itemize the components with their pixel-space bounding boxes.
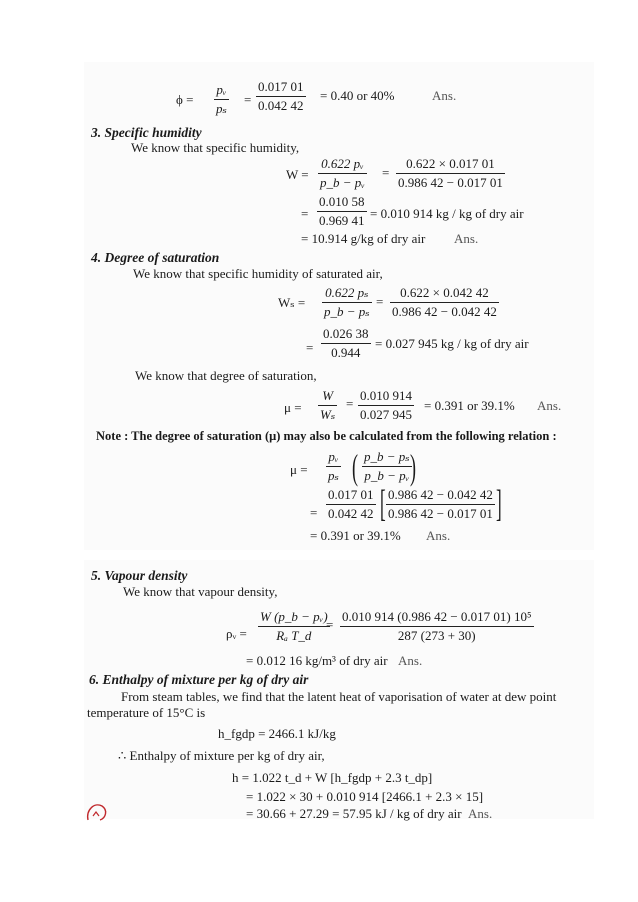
s5-frac-2: $\frac{\text{0.010 914 (0.986 42 − 0.017 01) 10⁵}}{287 (273 + 30)}$ [342, 609, 532, 643]
note-text: Note : The degree of saturation (μ) may also be calculated from the following relation : [96, 429, 557, 443]
note-ans: Ans. [426, 528, 451, 543]
s6-heading: 6. Enthalpy of mixture per kg of dry air [89, 672, 309, 687]
red-pen-mark [84, 798, 110, 822]
s4-frac-1: $\frac{\text{0.622 pₛ}}{\text{p\_b − pₛ}}$ [324, 285, 370, 319]
s3-lhs: W = [286, 167, 309, 182]
s6-intro-a: From steam tables, we find that the latent heat of vaporisation of water at dew point [121, 689, 557, 704]
s6-therefore: ∴ Enthalpy of mixture per kg of dry air, [118, 748, 325, 763]
s6-ans: Ans. [468, 806, 493, 821]
section-divider [84, 550, 594, 560]
s6-hfg: h_fgdp = 2466.1 kJ/kg [218, 726, 336, 741]
note-frac-2: $\frac{\text{p\_b − pₛ}}{\text{p\_b − pᵥ}}$ [364, 449, 410, 483]
s4-mu-result: = 0.391 or 39.1% [424, 398, 515, 413]
note-final: = 0.391 or 39.1% [310, 528, 401, 543]
s3-frac-1: $\frac{\text{0.622 pᵥ}}{\text{p\_b − pᵥ}}$ [320, 156, 365, 190]
note-frac-3: $\frac{0.017 01}{0.042 42}$ [328, 487, 374, 521]
s4-frac-2: $\frac{0.622 \times 0.042 42}{0.986 42 - 0.042 42}$ [392, 285, 497, 319]
s3-ans: Ans. [454, 231, 479, 246]
s6-line3: = 30.66 + 27.29 = 57.95 kJ / kg of dry air [246, 806, 462, 821]
s6-line1: h = 1.022 t_d + W [h_fgdp + 2.3 t_dp] [232, 770, 433, 785]
s3-result: = 0.010 914 kg / kg of dry air [370, 206, 524, 221]
s5-lhs: ρᵥ = [226, 626, 247, 641]
s5-result: = 0.012 16 kg/m³ of dry air [246, 653, 388, 668]
s5-heading: 5. Vapour density [91, 568, 188, 583]
note-frac-1: $\frac{\text{pᵥ}}{\text{pₛ}}$ [328, 449, 339, 483]
s5-intro: We know that vapour density, [123, 584, 278, 599]
s4-result: = 0.027 945 kg / kg of dry air [375, 336, 529, 351]
phi-frac-2: $\frac{0.017 01}{0.042 42}$ [258, 79, 304, 113]
s4-heading: 4. Degree of saturation [91, 250, 220, 265]
s4-ans: Ans. [537, 398, 562, 413]
s3-gkg: = 10.914 g/kg of dry air [301, 231, 426, 246]
s4-intro: We know that specific humidity of saturated air, [133, 266, 383, 281]
phi-frac-1: $\frac{\text{pᵥ}}{\text{pₛ}}$ [216, 82, 227, 116]
s6-line2: = 1.022 × 30 + 0.010 914 [2466.1 + 2.3 × 15] [246, 789, 484, 804]
s3-heading: 3. Specific humidity [91, 125, 202, 140]
s4-mu-lhs: μ = [284, 400, 302, 415]
s5-ans: Ans. [398, 653, 423, 668]
s3-frac-3: $\frac{0.010 58}{0.969 41}$ [319, 194, 365, 228]
note-lhs: μ = [290, 462, 308, 477]
s3-intro: We know that specific humidity, [131, 140, 300, 155]
s4-mu-frac-2: $\frac{0.010 914}{0.027 945}$ [360, 388, 412, 422]
s3-frac-2: $\frac{0.622 \times 0.017 01}{0.986 42 - 0.017 01}$ [398, 156, 503, 190]
s4-lhs: Wₛ = [278, 295, 306, 310]
note-frac-4: $\frac{0.986 42 - 0.042 42}{0.986 42 - 0.017 01}$ [388, 487, 493, 521]
s5-frac-1: $\frac{\text{W (p\_b − pᵥ)}}{\text{Rₐ T\_d}}$ [260, 609, 328, 643]
s4-mu-frac-1: $\frac{W}{\text{Wₛ}}$ [320, 388, 336, 422]
phi-lhs: ϕ = [176, 92, 194, 107]
s6-intro-b: temperature of 15°C is [87, 705, 206, 720]
s4-frac-3: $\frac{0.026 38}{0.944}$ [323, 326, 369, 360]
s4-intro2: We know that degree of saturation, [135, 368, 317, 383]
phi-ans: Ans. [432, 88, 457, 103]
phi-result: = 0.40 or 40% [320, 88, 395, 103]
